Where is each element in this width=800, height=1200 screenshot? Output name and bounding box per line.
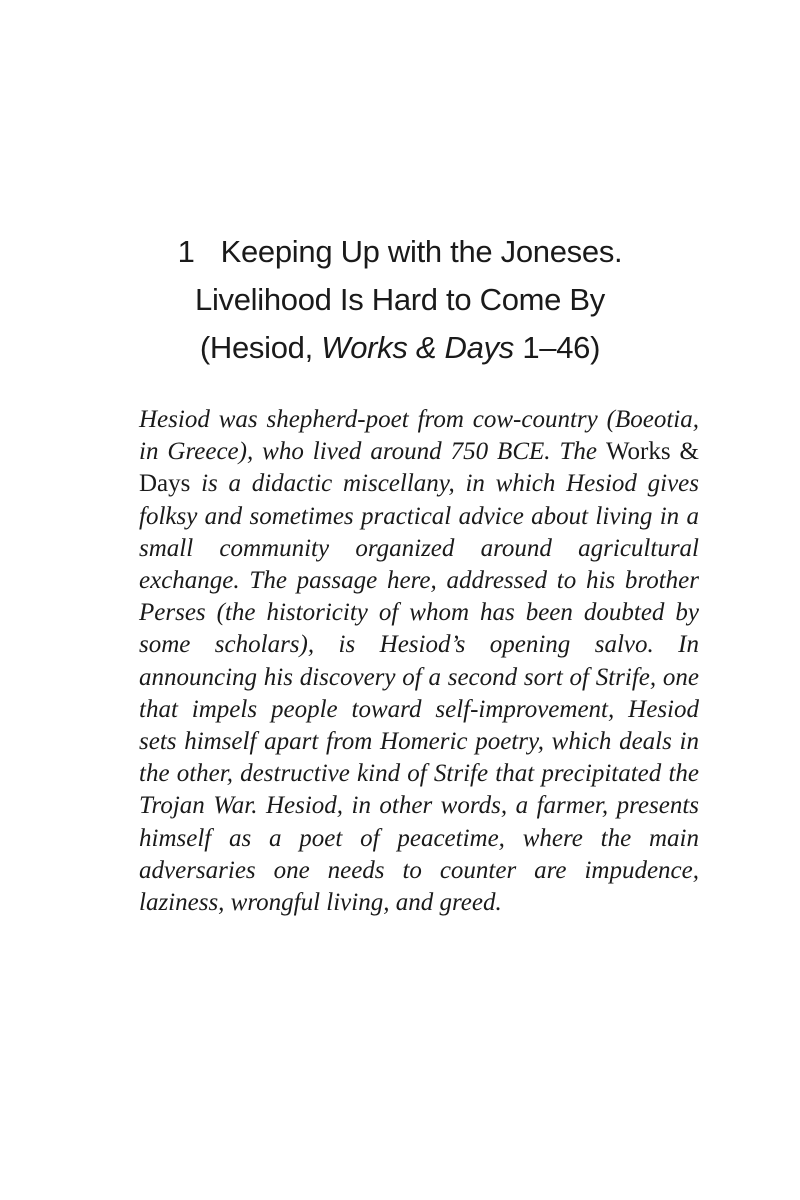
chapter-heading xyxy=(100,228,700,372)
citation-work-title: Works & Days xyxy=(321,330,514,365)
chapter-citation xyxy=(100,324,700,372)
intro-text-part-1: Hesiod was shepherd-poet from cow-country (Boeotia, in Greece), who lived around 750 BCE. The xyxy=(139,406,699,466)
citation-author: (Hesiod, xyxy=(199,330,322,365)
chapter-title-line-1 xyxy=(100,228,700,276)
chapter-title: Keeping Up with the Joneses. xyxy=(220,234,623,269)
introduction-paragraph xyxy=(139,404,699,919)
intro-text-part-2: is a didactic miscellany, in which Hesiod gives folksy and sometimes practical advice about living in a small community organized around agricultural exchange. The passage here, addressed to his brother Perses (the historicity of whom has been doubted by some scholars), is Hesiod’s opening salvo. In announcing his discovery of a second sort of Strife, one that impels people toward self-improvement, Hesiod sets himself apart from Homeric poetry, which deals in the other, destructive kind of Strife that precipitated the Trojan War. Hesiod, in other words, a farmer, presents himself as a poet of peacetime, where the main adversaries one needs to counter are impudence, laziness, wrongful living, and greed. xyxy=(139,470,699,917)
intro-work-title: Works & Days xyxy=(139,438,699,498)
chapter-subtitle: Livelihood Is Hard to Come By xyxy=(195,282,605,317)
citation-line-range: 1–46) xyxy=(514,330,601,365)
chapter-number: 1 xyxy=(177,234,195,269)
